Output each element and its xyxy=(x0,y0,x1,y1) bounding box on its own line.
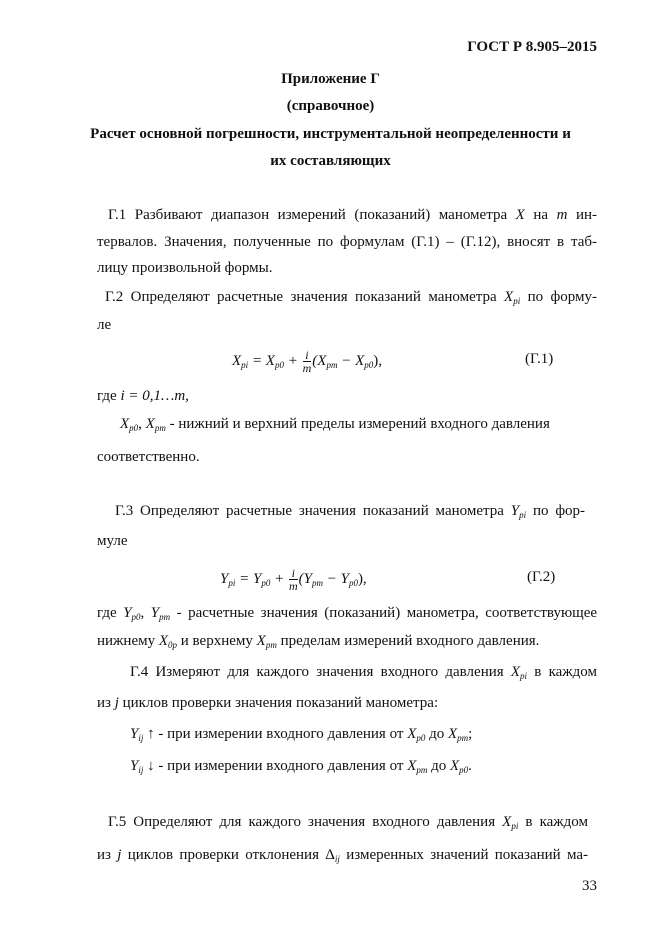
text: ин- xyxy=(575,207,597,223)
formula-g2-label: (Г.2) xyxy=(527,569,556,585)
where-limits-line2: соответственно. xyxy=(97,449,200,465)
paragraph-g1-line2: тервалов. Значения, полученные по формулам (Г.1) – (Г.12), вносят в таб- xyxy=(97,234,597,250)
appendix-heading-line1: Расчет основной погрешности, инструментальной неопределенности и xyxy=(90,126,571,142)
paragraph-g3-line1: Г.3 Определяют расчетные значения показаний манометра $Y_{pi}$ по фор- xyxy=(115,503,585,520)
arrow-down-icon: ↓ xyxy=(147,758,155,774)
fraction: $\frac{i}{m}$ xyxy=(288,566,298,593)
text: Г.1 Разбивают диапазон измерений (показаний) манометра xyxy=(108,207,508,223)
increasing-measurement-line: $Y_{ij}$ ↑ - при измерении входного давления от $X_{p0}$ до $X_{pm}$; xyxy=(130,726,473,743)
decreasing-measurement-line: $Y_{ij}$ ↓ - при измерении входного давления от $X_{pm}$ до $X_{p0}$. xyxy=(130,758,472,775)
appendix-title: Приложение Г xyxy=(281,71,380,87)
arrow-up-icon: ↑ xyxy=(147,726,155,742)
appendix-heading-line2: их составляющих xyxy=(270,153,391,169)
appendix-type: (справочное) xyxy=(286,98,375,114)
text: на xyxy=(533,207,549,223)
formula-g2: $Y_{pi} = Y_{p0}$ + $\frac{i}{m}$ $(Y_{pm} - Y_{p0})$, xyxy=(220,566,367,593)
paragraph-g4-line2: из j циклов проверки значения показаний манометра: xyxy=(97,695,439,711)
math-var: m xyxy=(556,207,568,223)
paragraph-g1-line1 xyxy=(108,205,597,225)
text: по форму- xyxy=(527,289,597,305)
paragraph-g4-line1: Г.4 Измеряют для каждого значения входного давления $X_{pi}$ в каждом xyxy=(130,664,597,681)
paragraph-g3-line2: муле xyxy=(97,533,128,549)
formula-g1: $X_{pi} = X_{p0}$ + $\frac{i}{m}$ $(X_{pm} - X_{p0})$, xyxy=(232,348,382,375)
math-var: X xyxy=(515,207,525,223)
standard-number: ГОСТ Р 8.905–2015 xyxy=(467,39,597,55)
page-number: 33 xyxy=(582,878,597,894)
paragraph-g2-line1 xyxy=(105,287,597,307)
paragraph-g2-line2: ле xyxy=(97,317,112,333)
paragraph-g5-line2: из j циклов проверки отклонения $\Delta_{ij}$ измеренных значений показаний ма- xyxy=(97,847,588,864)
formula-g1-label: (Г.1) xyxy=(525,351,554,367)
fraction: $\frac{i}{m}$ xyxy=(302,348,312,375)
text: Г.2 Определяют расчетные значения показаний манометра xyxy=(105,289,497,305)
where-y-line1: где $Y_{p0}$, $Y_{pm}$ - расчетные значения (показаний) манометра, соответствующее xyxy=(97,605,597,622)
where-i-line: где i = 0,1…m, xyxy=(97,388,189,404)
math-var: $X_{pi}$ xyxy=(504,289,521,306)
where-y-line2: нижнему $X_{0p}$ и верхнему $X_{pm}$ пределам измерений входного давления. xyxy=(97,633,540,650)
paragraph-g5-line1: Г.5 Определяют для каждого значения входного давления $X_{pi}$ в каждом xyxy=(108,814,588,831)
where-limits-line: $X_{p0}$, $X_{pm}$ - нижний и верхний пределы измерений входного давления xyxy=(120,416,550,433)
paragraph-g1-line3: лицу произвольной формы. xyxy=(97,260,273,276)
